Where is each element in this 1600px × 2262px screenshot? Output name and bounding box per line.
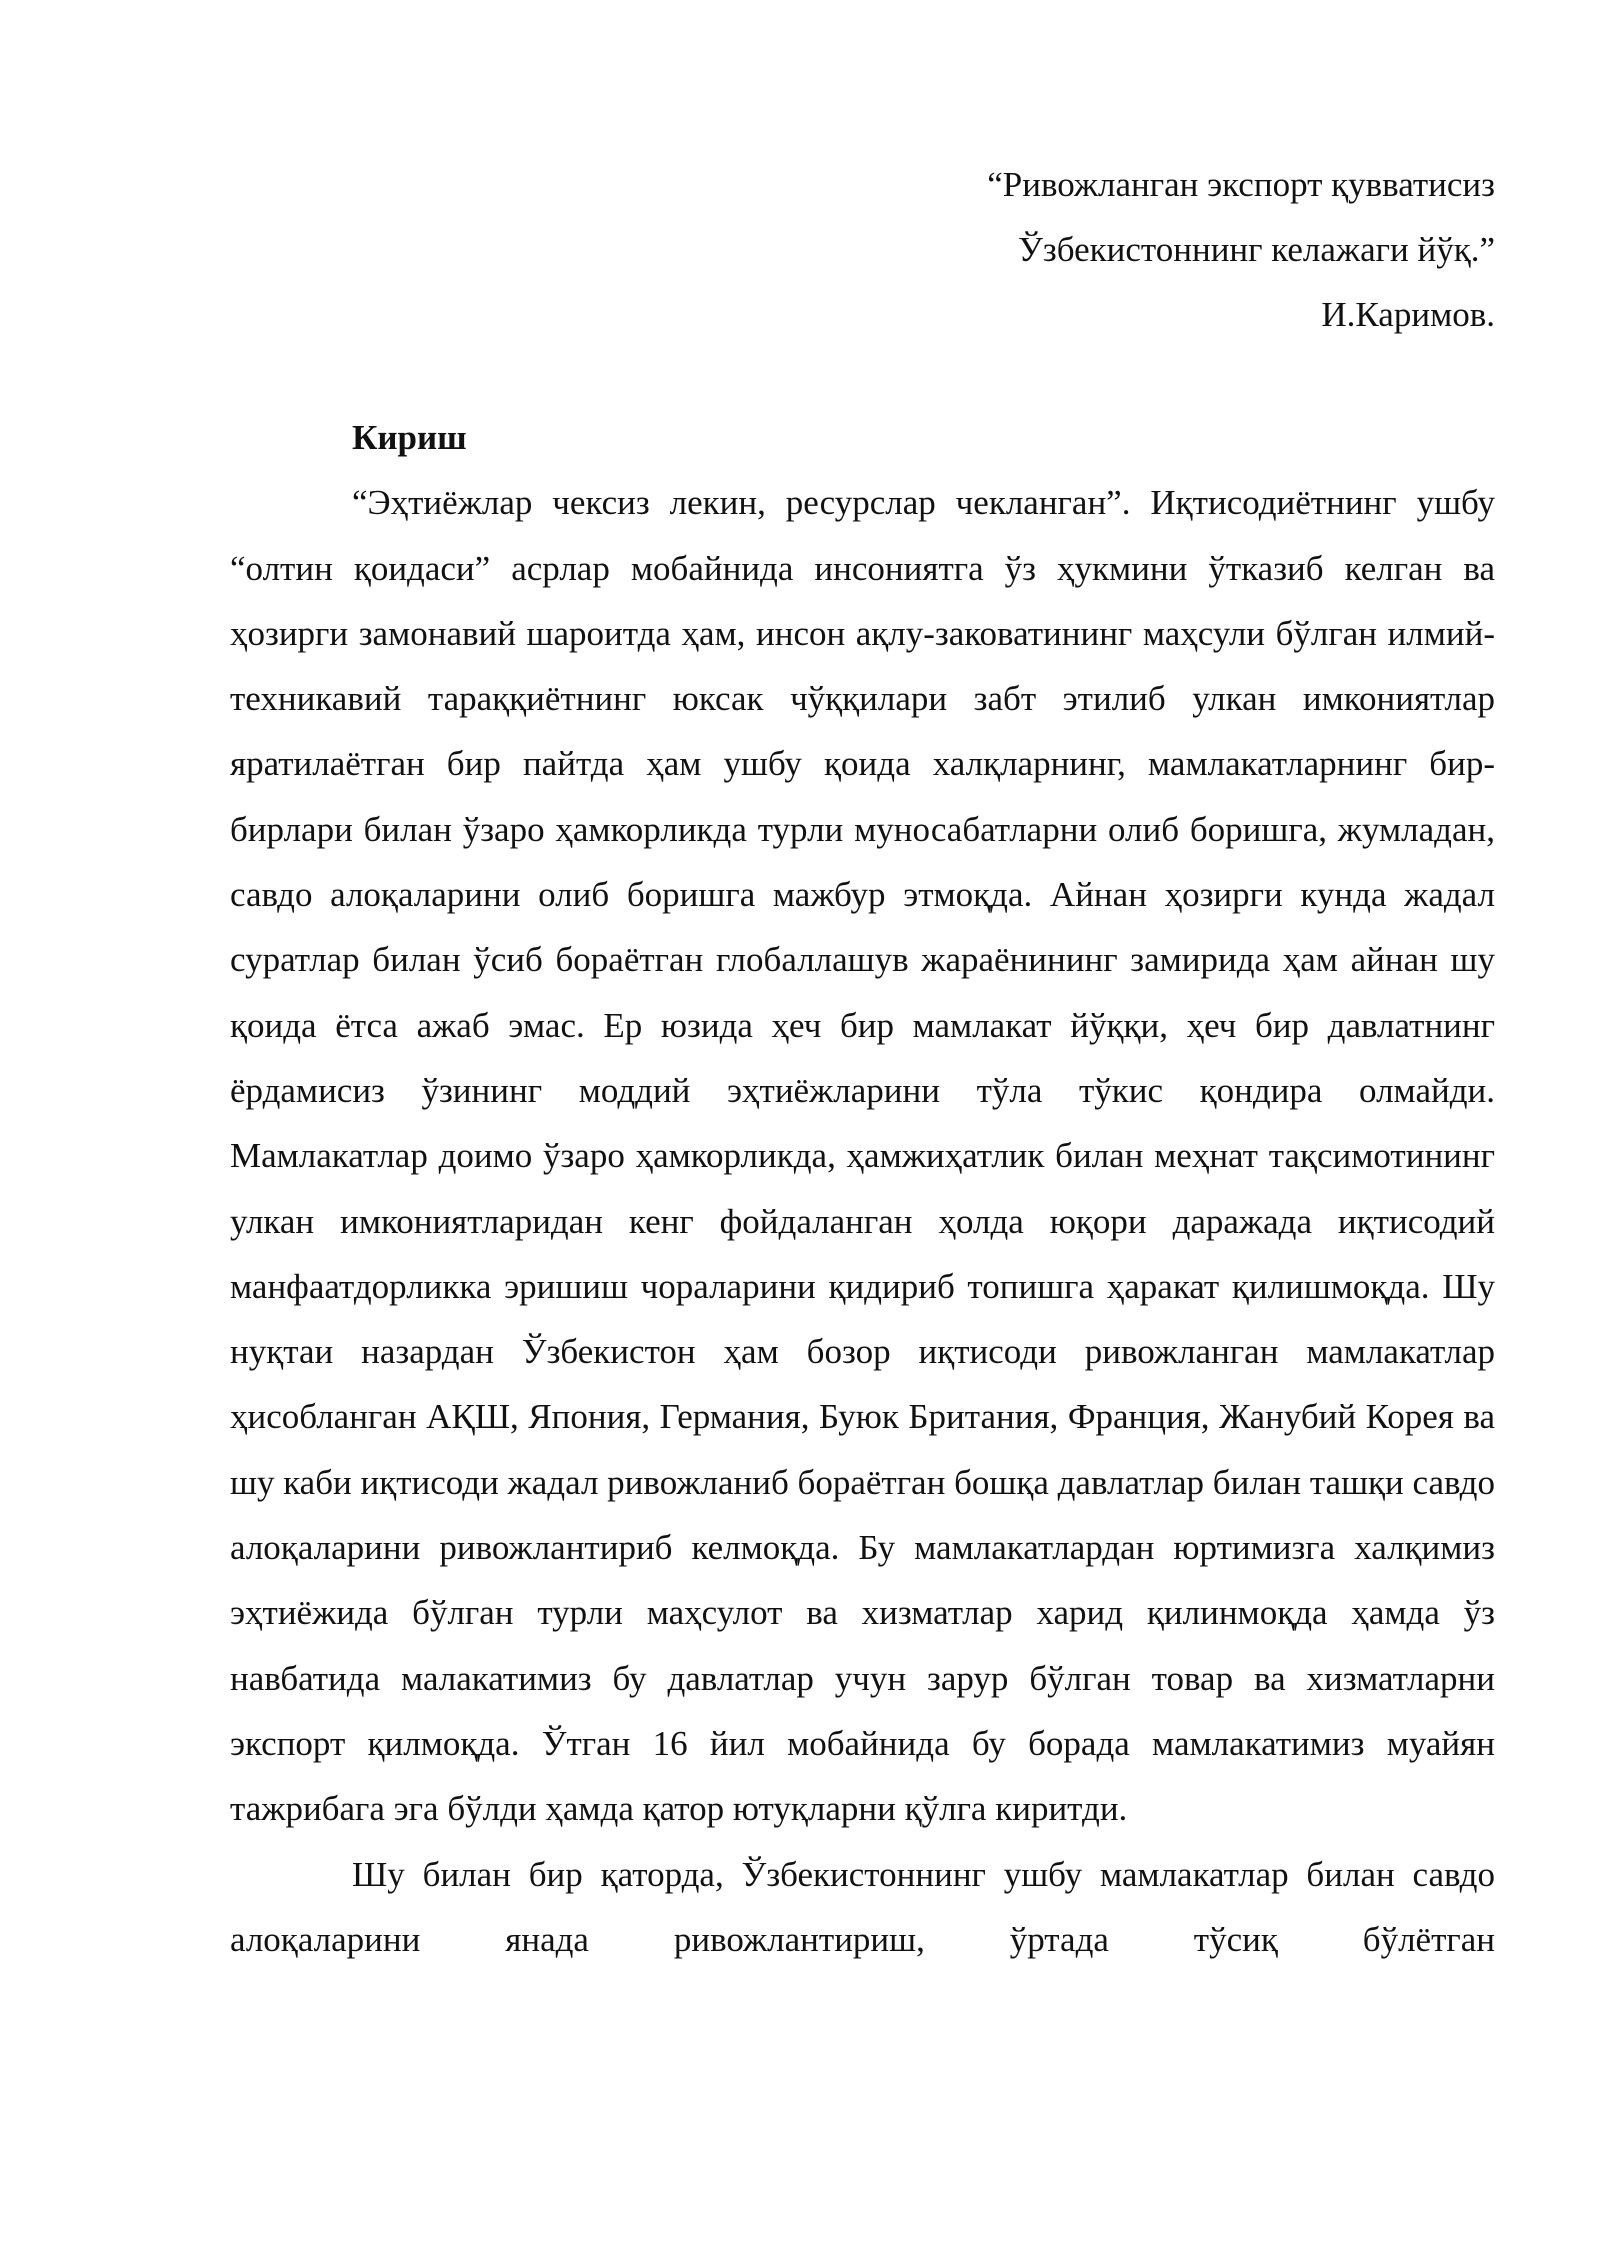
section-introduction (230, 405, 1495, 1972)
epigraph-line-2: Ўзбекистоннинг келажаги йўқ.” (1018, 230, 1495, 269)
section-heading: Кириш (352, 418, 467, 457)
epigraph (595, 152, 1495, 347)
epigraph-line-1: “Ривожланган экспорт қувватисиз (987, 165, 1495, 204)
paragraph-1: “Эҳтиёжлар чексиз лекин, ресурслар чекланган”. Иқтисодиётнинг ушбу “олтин қоидаси” асрлар мобайнида инсониятга ўз ҳукмини ўтказиб келган ва ҳозирги замонавий шароитда ҳам, инсон ақлу-заковатининг маҳсули бўлган илмий-техникавий тараққиётнинг юксак чўққилари забт этилиб улкан имкониятлар яратилаётган бир пайтда ҳам ушбу қоида халқларнинг, мамлакатларнинг бир-бирлари билан ўзаро ҳамкорликда турли муносабатларни олиб боришга, жумладан, савдо алоқаларини олиб боришга мажбур этмоқда. Айнан ҳозирги кунда жадал суратлар билан ўсиб бораётган глобаллашув жараёнининг замирида ҳам айнан шу қоида ётса ажаб эмас. Ер юзида ҳеч бир мамлакат йўққи, ҳеч бир давлатнинг ёрдамисиз ўзининг моддий эҳтиёжларини тўла тўкис қондира олмайди. Мамлакатлар доимо ўзаро ҳамкорликда, ҳамжиҳатлик билан меҳнат тақсимотининг улкан имкониятларидан кенг фойдаланган ҳолда юқори даражада иқтисодий манфаатдорликка эришиш чораларини қидириб топишга ҳаракат қилишмоқда. Шу нуқтаи назардан Ўзбекистон ҳам бозор иқтисоди ривожланган мамлакатлар ҳисобланган АҚШ, Япония, Германия, Буюк Британия, Франция, Жанубий Корея ва шу каби иқтисоди жадал ривожланиб бораётган бошқа давлатлар билан ташқи савдо алоқаларини ривожлантириб келмоқда. Бу мамлакатлардан юртимизга халқимиз эҳтиёжида бўлган турли маҳсулот ва хизматлар харид қилинмоқда ҳамда ўз навбатида малакатимиз бу давлатлар учун зарур бўлган товар ва хизматларни экспорт қилмоқда. Ўтган 16 йил мобайнида бу борада мамлакатимиз муайян тажрибага эга бўлди ҳамда қатор ютуқларни қўлга киритди. (230, 483, 1495, 1829)
paragraph-2: Шу билан бир қаторда, Ўзбекистоннинг ушбу мамлакатлар билан савдо алоқаларини янада ривожлантириш, ўртада тўсиқ бўлётган (230, 1854, 1495, 1959)
epigraph-author: И.Каримов. (1321, 295, 1495, 334)
